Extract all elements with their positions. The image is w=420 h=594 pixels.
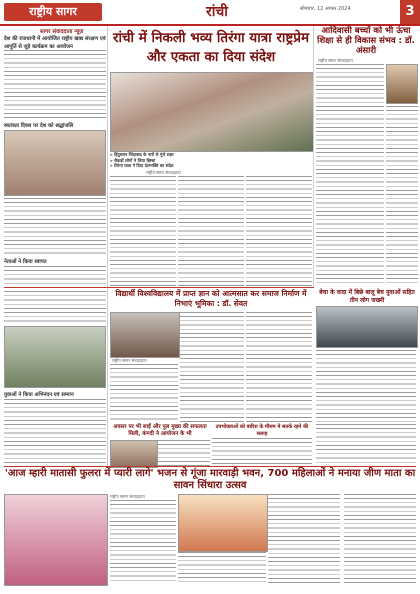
main-body-col-1 — [110, 176, 176, 286]
second-right-photo — [316, 306, 418, 348]
page-number: 3 — [400, 0, 420, 24]
main-body-col-3 — [246, 176, 312, 286]
left-body-text-4 — [4, 399, 106, 465]
main-bullet: » सैकड़ों लोगों ने लिया हिस्सा — [110, 157, 156, 163]
bottom-headline: 'आज म्हारी मातासी फुलरा में प्यारी लागे' भजन से गूंजा मारवाड़ी भवन, 700 महिलाओं ने मनाया जीण माता का सावन सिंधारा उत्सव — [4, 468, 416, 491]
small-body — [158, 440, 210, 466]
right-headline: आदिवासी बच्चों को भी ऊंचा शिक्षा से ही विकास संभव : डॉ. अंसारी — [317, 26, 415, 56]
left-subhead: स्वतंत्रता दिवस पर देश को श्रद्धांजलि — [4, 123, 74, 129]
right-body-col-1 — [316, 64, 384, 286]
middle-body-col-2 — [246, 312, 312, 422]
right-portrait — [386, 64, 418, 104]
left-lead: देश की राजधानी में आयोजित राष्ट्रीय खाद्य संरक्षण एवं आपूर्ति से जुड़े कार्यक्रम का आयोजन — [4, 36, 106, 50]
small-photo — [110, 440, 158, 468]
page-footer — [0, 586, 420, 594]
main-photo — [110, 72, 314, 152]
main-byline: राष्ट्रीय सागर संवाददाता — [146, 170, 181, 175]
left-subhead-3: युवाओं ने किया अभिनंदन एवं सम्मान — [4, 392, 74, 398]
middle-body-col-0 — [110, 364, 178, 422]
left-body-text-3 — [4, 266, 106, 322]
bottom-body-col-2 — [178, 552, 266, 584]
middle-body-col-1 — [180, 312, 244, 422]
small-headline: अवसर पर भी साईं और पुल मुख्य की सफलता मिली, कंगदी ने आयोजन के भी — [113, 424, 207, 437]
masthead-logo: राष्ट्रीय सागर — [4, 3, 102, 21]
bottom-body-col-1 — [110, 500, 176, 584]
bottom-body-col-4 — [344, 494, 416, 584]
main-bullet: » तिरंगा यात्रा ने दिया देशभक्ति का संदेश — [110, 163, 174, 168]
middle-headline: विद्यार्थी विश्वविद्यालय में प्राप्त ज्ञान को आत्मसात कर समाज निर्माण में निभाएं भूमिका : डॉ. सेवत — [115, 289, 307, 308]
bottom-photo-center — [178, 494, 268, 552]
middle-byline: राष्ट्रीय सागर संवाददाता — [112, 358, 147, 363]
column-divider — [313, 26, 314, 286]
main-headline: रांची में निकली भव्य तिरंगा यात्रा राष्ट्रप्रेम और एकता का दिया संदेश — [112, 30, 310, 65]
main-bullet: » हिंदुस्तान जिंदाबाद के नारों से गूंजे शहर — [110, 152, 174, 157]
section-rule — [4, 287, 314, 288]
left-body-text — [4, 50, 106, 120]
right-body-col-2 — [386, 106, 418, 286]
main-bullets — [110, 152, 312, 169]
side-box-body — [212, 438, 312, 466]
column-divider — [107, 26, 108, 466]
bottom-byline: राष्ट्रीय सागर संवाददाता — [110, 494, 145, 499]
second-right-headline: बेचा के वादा में बिछे बालू बेच युवाओं सहित तीन लोग जख्मी — [319, 289, 415, 304]
section-rule — [4, 466, 416, 467]
right-byline: राष्ट्रीय सागर संवाददाता — [318, 58, 353, 63]
bottom-photo-left — [4, 494, 108, 586]
right-bottom-body — [316, 424, 416, 466]
bottom-body-col-3 — [268, 494, 340, 584]
city-name: रांची — [206, 4, 228, 20]
second-right-body — [316, 350, 416, 422]
left-subhead-2: नेताओं ने किया स्वागत — [4, 259, 47, 265]
main-body-col-2 — [178, 176, 244, 286]
left-body-text-2 — [4, 198, 106, 254]
left-photo — [4, 130, 106, 196]
middle-photo — [110, 312, 180, 358]
bureau-label: सागर संवाददाता न्यूज़ — [40, 29, 84, 35]
left-photo-2 — [4, 326, 106, 388]
dateline: सोमवार, 12 अगस्त 2024 — [300, 6, 351, 12]
side-box-title: उपभोक्ताओं को बारिश के मौसम में सतर्क रहने की सलाह — [215, 424, 309, 437]
